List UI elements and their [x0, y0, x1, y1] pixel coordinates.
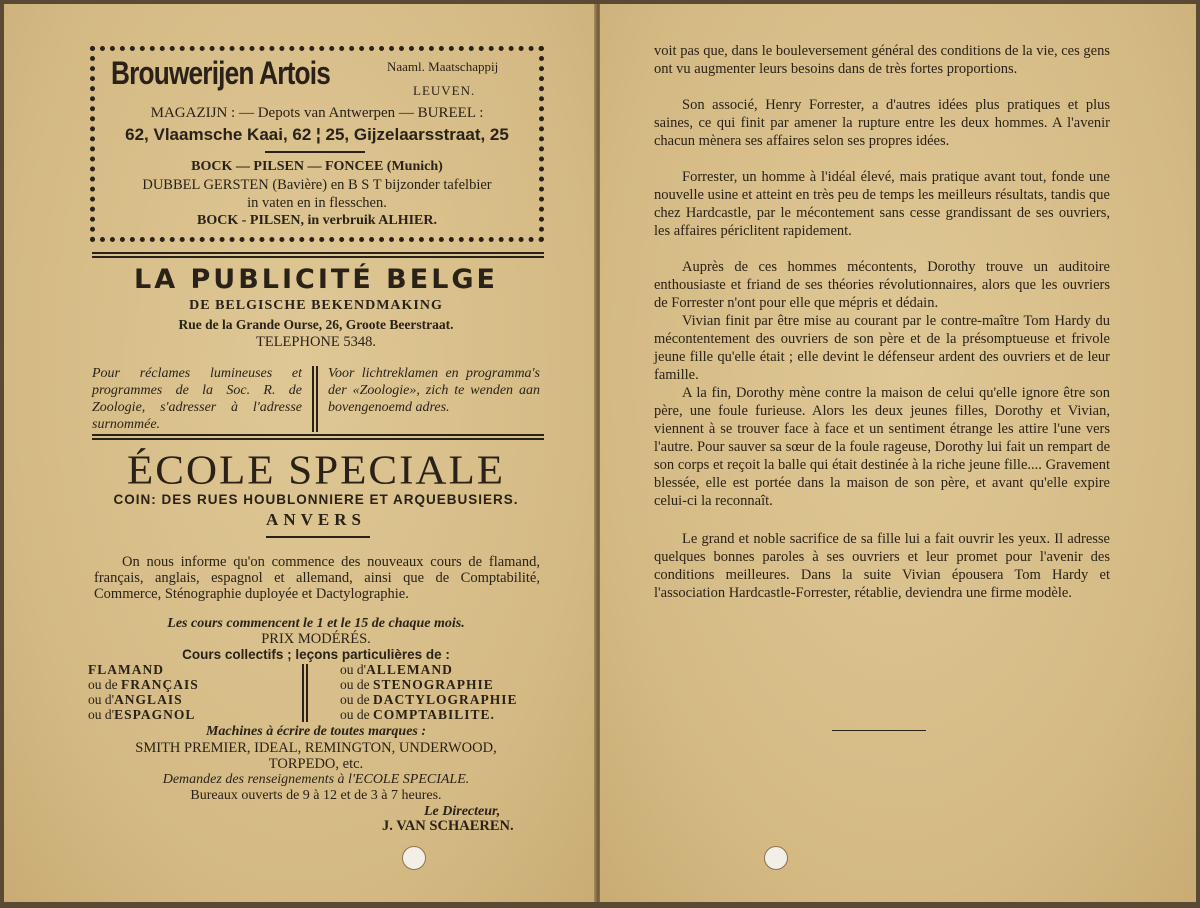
publicite-subtitle: DE BELGISCHE BEKENDMAKING	[189, 298, 443, 313]
ecole-brands-1: SMITH PREMIER, IDEAL, REMINGTON, UNDERWOOD,	[135, 740, 497, 756]
ecole-demandez: Demandez des renseignements à l'ECOLE SPECIALE.	[162, 772, 470, 787]
course-item	[88, 662, 164, 677]
course-prefix: ou d'	[88, 692, 115, 707]
course-item	[88, 692, 183, 707]
course-prefix: ou de	[88, 677, 121, 692]
course-name: ANGLAIS	[114, 692, 183, 707]
artois-brand: Brouwerijen Artois	[111, 55, 331, 91]
course-item	[88, 677, 199, 692]
artois-beers: BOCK — PILSEN — FONCEE (Munich)	[191, 159, 443, 174]
course-name: ALLEMAND	[366, 662, 453, 677]
ecole-director-name: J. VAN SCHAEREN.	[382, 818, 514, 834]
artois-naaml: Naaml. Maatschappij	[387, 59, 499, 74]
course-name: DACTYLOGRAPHIE	[373, 692, 518, 707]
binding-hole-right	[764, 846, 788, 870]
artois-divider	[265, 151, 365, 153]
course-name: ESPAGNOL	[114, 707, 196, 722]
course-name: FLAMAND	[88, 662, 164, 677]
course-name: COMPTABILITE.	[373, 707, 495, 722]
end-divider	[832, 730, 926, 731]
course-prefix: ou de	[340, 692, 373, 707]
courses-column-divider	[302, 664, 308, 722]
publicite-fr-text: Pour réclames lumineuses et programmes de la Soc. R. de Zoologie, s'adresser à l'adresse surnommée.	[92, 366, 302, 432]
publicite-nl-text: Voor lichtreklamen en programma's der «Zoologie», zich te wenden aan bovengenoemd adres.	[328, 366, 540, 415]
ecole-title: ÉCOLE SPECIALE	[127, 448, 505, 493]
section-divider-2	[92, 434, 544, 440]
story-paragraph: Forrester, un homme à l'idéal élevé, mais pratique avant tout, fonde une nouvelle usine et atteint en très peu de temps les meilleurs résultats, tandis que chez Hardcastle, par le mécontement sans cesse grandissant de ses ouvriers, les affaires périclitent rapidement.	[654, 169, 1110, 239]
story-paragraph: voit pas que, dans le bouleversement général des conditions de la vie, ces gens ont vu augmenter leurs besoins dans de très fortes proportions.	[654, 43, 1110, 77]
course-prefix: ou d'	[88, 707, 115, 722]
publicite-address: Rue de la Grande Ourse, 26, Groote Beerstraat.	[178, 317, 454, 332]
story-paragraph: Le grand et noble sacrifice de sa fille lui a fait ouvrir les yeux. Il adresse quelques bonnes paroles à ses ouvriers et leur promet pour l'avenir des conditions meilleures. Dans la suite Vivian épousera Tom Hardy et l'association Hardcastle-Forrester, rétablie, deviendra une firme modèle.	[654, 531, 1110, 601]
story-paragraph: Vivian finit par être mise au courant par le contre-maître Tom Hardy du mécontentement des ouvriers de son père et de la présomptueuse et frivole jeune fille qu'elle était ; elle devint le défenseur ardent des ouvriers et de leur famille.	[654, 313, 1110, 383]
course-name: FRANÇAIS	[121, 677, 199, 692]
course-name: STENOGRAPHIE	[373, 677, 494, 692]
course-item	[340, 677, 494, 692]
story-paragraph: A la fin, Dorothy mène contre la maison de celui qu'elle ignore être son père, une foule furieuse. Alors les deux jeunes filles, Dorothy et Vivian, viennent à se trouver face à face et un sentiment étrange les attire l'une vers l'autre. Pour sauver sa sœur de la foule rageuse, Dorothy lui fait un rempart de son corps et reçoit la balle qui était destinée à la riche jeune fille.... Gravement blessée, elle est portée dans la maison de son père, et avant qu'elle expire celui-ci la reconnaît.	[654, 385, 1110, 509]
artois-vaten: in vaten en in flesschen.	[247, 195, 387, 211]
ecole-bureaux: Bureaux ouverts de 9 à 12 et de 3 à 7 heures.	[190, 788, 442, 803]
artois-city: LEUVEN.	[413, 83, 476, 98]
ecole-divider	[266, 536, 370, 538]
ecole-prix: PRIX MODÉRÉS.	[261, 631, 371, 647]
ecole-directeur: Le Directeur,	[424, 804, 501, 819]
course-prefix: ou d'	[340, 662, 367, 677]
ecole-city: ANVERS	[266, 510, 366, 529]
publicite-column-divider	[312, 366, 318, 432]
story-paragraph: Auprès de ces hommes mécontents, Dorothy trouve un auditoire enthousiaste et friand de ses théories révolutionnaires, alors que les ouvriers de Forrester n'ont pour elle que mépris et dédain.	[654, 259, 1110, 311]
artois-dubbel: DUBBEL GERSTEN (Bavière) en B S T bijzonder tafelbier	[142, 177, 492, 193]
course-item	[340, 662, 453, 677]
ecole-start: Les cours commencent le 1 et le 15 de chaque mois.	[167, 616, 465, 631]
ecole-coin: COIN: DES RUES HOUBLONNIERE ET ARQUEBUSIERS.	[113, 492, 519, 507]
publicite-phone: TELEPHONE 5348.	[255, 334, 376, 350]
ecole-intro: On nous informe qu'on commence des nouveaux cours de flamand, français, anglais, espagnol et allemand, ainsi que de Comptabilité, Commerce, Sténographie duployée et Dactylographie.	[94, 554, 540, 602]
artois-verbruik: BOCK - PILSEN, in verbruik ALHIER.	[197, 213, 437, 228]
section-divider-1	[92, 252, 544, 258]
story-paragraph: Son associé, Henry Forrester, a d'autres idées plus pratiques et plus saines, ce qui finit par amener la rupture entre les deux hommes. A l'avenir chacun mènera ses affaires selon ses propres idées.	[654, 97, 1110, 149]
ecole-lecons: Cours collectifs ; leçons particulières de :	[182, 647, 450, 662]
publicite-title: LA PUBLICITÉ BELGE	[134, 264, 498, 295]
course-item	[340, 692, 518, 707]
ecole-machines: Machines à écrire de toutes marques :	[205, 724, 427, 739]
binding-hole-left	[402, 846, 426, 870]
course-item	[340, 707, 495, 722]
artois-magazijn: MAGAZIJN : — Depots van Antwerpen — BUREEL :	[150, 105, 484, 121]
ecole-brands-2: TORPEDO, etc.	[268, 756, 364, 772]
left-page	[4, 4, 596, 902]
artois-address: 62, Vlaamsche Kaai, 62 ¦ 25, Gijzelaarsstraat, 25	[125, 125, 509, 144]
right-page	[600, 4, 1196, 902]
course-prefix: ou de	[340, 707, 373, 722]
course-prefix: ou de	[340, 677, 373, 692]
artois-advert	[90, 46, 544, 242]
course-item	[88, 707, 195, 722]
